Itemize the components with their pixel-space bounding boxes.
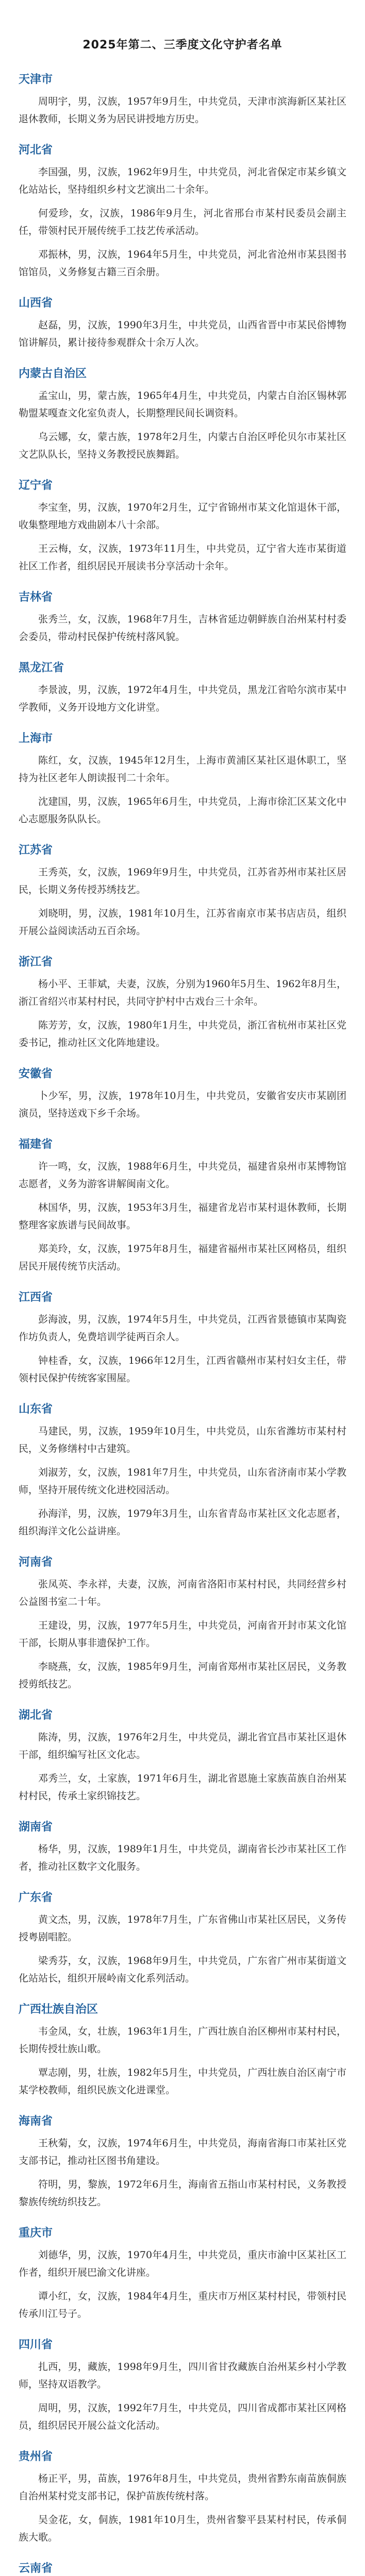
document-title: 2025年第二、三季度文化守护者名单 xyxy=(82,39,283,52)
region-section xyxy=(19,1889,346,1987)
honoree-entry: 符明，男，黎族，1972年6月生，海南省五指山市某村村民，义务教授黎族传统纺织技艺。 xyxy=(19,2179,346,2208)
region-heading: 湖南省 xyxy=(19,1821,53,1834)
region-heading: 河北省 xyxy=(19,144,53,157)
honoree-entry: 陈红，女，汉族，1945年12月生，上海市黄浦区某社区退休职工，坚持为社区老年人朗读报刊二十余年。 xyxy=(19,755,346,784)
honoree-entry: 黄文杰，男，汉族，1978年7月生，广东省佛山市某社区居民，义务传授粤剧唱腔。 xyxy=(19,1914,346,1943)
region-heading: 山西省 xyxy=(19,297,53,310)
region-heading: 浙江省 xyxy=(19,956,53,969)
honoree-entry: 乌云娜，女，蒙古族，1978年2月生，内蒙古自治区呼伦贝尔市某社区文艺队队长，坚持义务教授民族舞蹈。 xyxy=(19,431,346,460)
honoree-entry: 王云梅，女，汉族，1973年11月生，中共党员，辽宁省大连市某街道社区工作者，组织居民开展读书分享活动十余年。 xyxy=(19,543,346,572)
region-heading: 山东省 xyxy=(19,1403,53,1416)
region-heading: 湖北省 xyxy=(19,1709,53,1722)
honoree-entry: 陈芳芳，女，汉族，1980年1月生，中共党员，浙江省杭州市某社区党委书记，推动社区文化阵地建设。 xyxy=(19,1020,346,1048)
honoree-entry: 张秀兰，女，汉族，1968年7月生，吉林省延边朝鲜族自治州某村村委会委员，带动村民保护传统村落风貌。 xyxy=(19,614,346,642)
sections-container xyxy=(19,71,346,2576)
honoree-entry: 沈建国，男，汉族，1965年6月生，中共党员，上海市徐汇区某文化中心志愿服务队队长。 xyxy=(19,796,346,825)
honoree-entry: 刘德华，男，汉族，1970年4月生，中共党员，重庆市渝中区某社区工作者，组织开展巴渝文化讲座。 xyxy=(19,2249,346,2278)
honoree-entry: 郑美玲，女，汉族，1975年8月生，福建省福州市某社区网格员，组织居民开展传统节庆活动。 xyxy=(19,1243,346,1272)
region-section xyxy=(19,294,346,351)
region-section xyxy=(19,1136,346,1275)
region-section xyxy=(19,2336,346,2434)
region-section xyxy=(19,1065,346,1122)
honoree-entry: 谭小红，女，汉族，1984年4月生，重庆市万州区某村村民，带领村民传承川江号子。 xyxy=(19,2291,346,2319)
region-section xyxy=(19,1289,346,1387)
honoree-entry: 彭海波，男，汉族，1974年5月生，中共党员，江西省景德镇市某陶瓷作坊负责人，免费培训学徒两百余人。 xyxy=(19,1314,346,1343)
honoree-entry: 许一鸣，女，汉族，1988年6月生，中共党员，福建省泉州市某博物馆志愿者，义务为游客讲解闽南文化。 xyxy=(19,1161,346,1190)
region-section xyxy=(19,730,346,828)
honoree-entry: 林国华，男，汉族，1953年3月生，福建省龙岩市某村退休教师，长期整理客家族谱与民间故事。 xyxy=(19,1202,346,1231)
region-heading: 重庆市 xyxy=(19,2227,53,2240)
honoree-entry: 周明，男，汉族，1992年7月生，中共党员，四川省成都市某社区网格员，组织居民开展公益文化活动。 xyxy=(19,2402,346,2431)
region-heading: 广东省 xyxy=(19,1891,53,1904)
region-section xyxy=(19,659,346,716)
honoree-entry: 孙海洋，男，汉族，1979年3月生，山东省青岛市某社区文化志愿者，组织海洋文化公益讲座。 xyxy=(19,1508,346,1537)
honoree-entry: 李景波，男，汉族，1972年4月生，中共党员，黑龙江省哈尔滨市某中学教师，义务开设地方文化讲堂。 xyxy=(19,684,346,713)
honoree-entry: 张凤英、李永祥，夫妻，汉族，河南省洛阳市某村村民，共同经营乡村公益图书室二十年。 xyxy=(19,1579,346,1607)
region-section xyxy=(19,1400,346,1540)
region-section xyxy=(19,841,346,940)
honoree-entry: 王秀英，女，汉族，1969年9月生，中共党员，江苏省苏州市某社区居民，长期义务传授苏绣技艺。 xyxy=(19,867,346,895)
region-heading: 黑龙江省 xyxy=(19,662,64,674)
honoree-entry: 王秋菊，女，汉族，1974年6月生，中共党员，海南省海口市某社区党支部书记，推动社区图书角建设。 xyxy=(19,2138,346,2166)
honoree-entry: 梁秀芬，女，汉族，1968年9月生，中共党员，广东省广州市某街道文化站站长，组织开展岭南文化系列活动。 xyxy=(19,1955,346,1984)
region-heading: 安徽省 xyxy=(19,1067,53,1080)
honoree-entry: 刘淑芳，女，汉族，1981年7月生，中共党员，山东省济南市某小学教师，坚持开展传统文化进校园活动。 xyxy=(19,1467,346,1496)
region-heading: 上海市 xyxy=(19,732,53,745)
honoree-entry: 李国强，男，汉族，1962年9月生，中共党员，河北省保定市某乡镇文化站站长，坚持组织乡村文艺演出二十余年。 xyxy=(19,166,346,195)
honoree-entry: 周明宇，男，汉族，1957年9月生，中共党员，天津市滨海新区某社区退休教师，长期义务为居民讲授地方历史。 xyxy=(19,96,346,125)
honoree-entry: 杨小平、王菲斌，夫妻，汉族，分别为1960年5月生、1962年8月生，浙江省绍兴市某村村民，共同守护村中古戏台三十余年。 xyxy=(19,978,346,1007)
region-section xyxy=(19,2224,346,2323)
region-heading: 江苏省 xyxy=(19,844,53,857)
region-section xyxy=(19,2448,346,2546)
region-section xyxy=(19,588,346,646)
region-section xyxy=(19,477,346,575)
region-heading: 四川省 xyxy=(19,2338,53,2351)
honoree-entry: 钟桂香，女，汉族，1966年12月生，江西省赣州市某村妇女主任，带领村民保护传统客家围屋。 xyxy=(19,1355,346,1384)
honoree-entry: 李晓燕，女，汉族，1985年9月生，河南省郑州市某社区居民，义务教授剪纸技艺。 xyxy=(19,1661,346,1690)
region-section xyxy=(19,2560,346,2576)
region-heading: 河南省 xyxy=(19,1556,53,1569)
region-section xyxy=(19,141,346,281)
region-heading: 广西壮族自治区 xyxy=(19,2003,98,2016)
honoree-entry: 孟宝山，男，蒙古族，1965年4月生，中共党员，内蒙古自治区锡林郭勒盟某嘎查文化室负责人，长期整理民间长调资料。 xyxy=(19,390,346,419)
region-section xyxy=(19,2001,346,2099)
honoree-entry: 陈涛，男，汉族，1976年2月生，中共党员，湖北省宜昌市某社区退休干部，组织编写社区文化志。 xyxy=(19,1732,346,1760)
honoree-entry: 杨华，男，汉族，1989年1月生，中共党员，湖南省长沙市某社区工作者，推动社区数字文化服务。 xyxy=(19,1843,346,1872)
honoree-entry: 卜少军，男，汉族，1978年10月生，中共党员，安徽省安庆市某剧团演员，坚持送戏下乡千余场。 xyxy=(19,1090,346,1119)
honoree-entry: 覃志刚，男，壮族，1982年5月生，中共党员，广西壮族自治区南宁市某学校教师，组织民族文化进课堂。 xyxy=(19,2067,346,2096)
region-section xyxy=(19,71,346,128)
region-section xyxy=(19,1553,346,1693)
region-section xyxy=(19,1818,346,1875)
region-section xyxy=(19,953,346,1052)
honoree-entry: 马建民，男，汉族，1959年10月生，中共党员，山东省潍坊市某村村民，义务修缮村中古建筑。 xyxy=(19,1426,346,1454)
region-heading: 江西省 xyxy=(19,1291,53,1304)
honoree-entry: 吴金花，女，侗族，1981年10月生，贵州省黎平县某村村民，传承侗族大歌。 xyxy=(19,2514,346,2543)
region-heading: 吉林省 xyxy=(19,591,53,604)
honoree-entry: 刘晓明，男，汉族，1981年10月生，江苏省南京市某书店店员，组织开展公益阅读活动五百余场。 xyxy=(19,908,346,937)
region-section xyxy=(19,365,346,463)
honoree-entry: 韦金凤，女，壮族，1963年1月生，广西壮族自治区柳州市某村村民，长期传授壮族山歌。 xyxy=(19,2026,346,2055)
honoree-entry: 杨正平，男，苗族，1976年8月生，中共党员，贵州省黔东南苗族侗族自治州某村党支部书记，保护苗族传统村落。 xyxy=(19,2473,346,2502)
honoree-entry: 邓秀兰，女，土家族，1971年6月生，湖北省恩施土家族苗族自治州某村村民，传承土家织锦技艺。 xyxy=(19,1773,346,1802)
region-heading: 海南省 xyxy=(19,2115,53,2128)
region-heading: 天津市 xyxy=(19,73,53,86)
region-heading: 福建省 xyxy=(19,1138,53,1151)
region-section xyxy=(19,1706,346,1805)
region-heading: 贵州省 xyxy=(19,2450,53,2463)
region-heading: 云南省 xyxy=(19,2562,53,2575)
honoree-entry: 何爱珍，女，汉族，1986年9月生，河北省邢台市某村民委员会副主任，带领村民开展传统手工技艺传承活动。 xyxy=(19,208,346,236)
region-section xyxy=(19,2112,346,2211)
honoree-entry: 扎西，男，藏族，1998年9月生，四川省甘孜藏族自治州某乡村小学教师，坚持双语教学。 xyxy=(19,2361,346,2390)
region-heading: 辽宁省 xyxy=(19,479,53,492)
honoree-entry: 邓振林，男，汉族，1964年5月生，中共党员，河北省沧州市某县图书馆馆员，义务修复古籍三百余册。 xyxy=(19,249,346,278)
honoree-entry: 王建设，男，汉族，1977年5月生，中共党员，河南省开封市某文化馆干部，长期从事非遗保护工作。 xyxy=(19,1620,346,1649)
honoree-entry: 赵磊，男，汉族，1990年3月生，中共党员，山西省晋中市某民俗博物馆讲解员，累计接待参观群众十余万人次。 xyxy=(19,319,346,348)
honoree-entry: 李宝奎，男，汉族，1970年2月生，辽宁省锦州市某文化馆退休干部，收集整理地方戏曲剧本八十余部。 xyxy=(19,502,346,531)
region-heading: 内蒙古自治区 xyxy=(19,367,87,380)
